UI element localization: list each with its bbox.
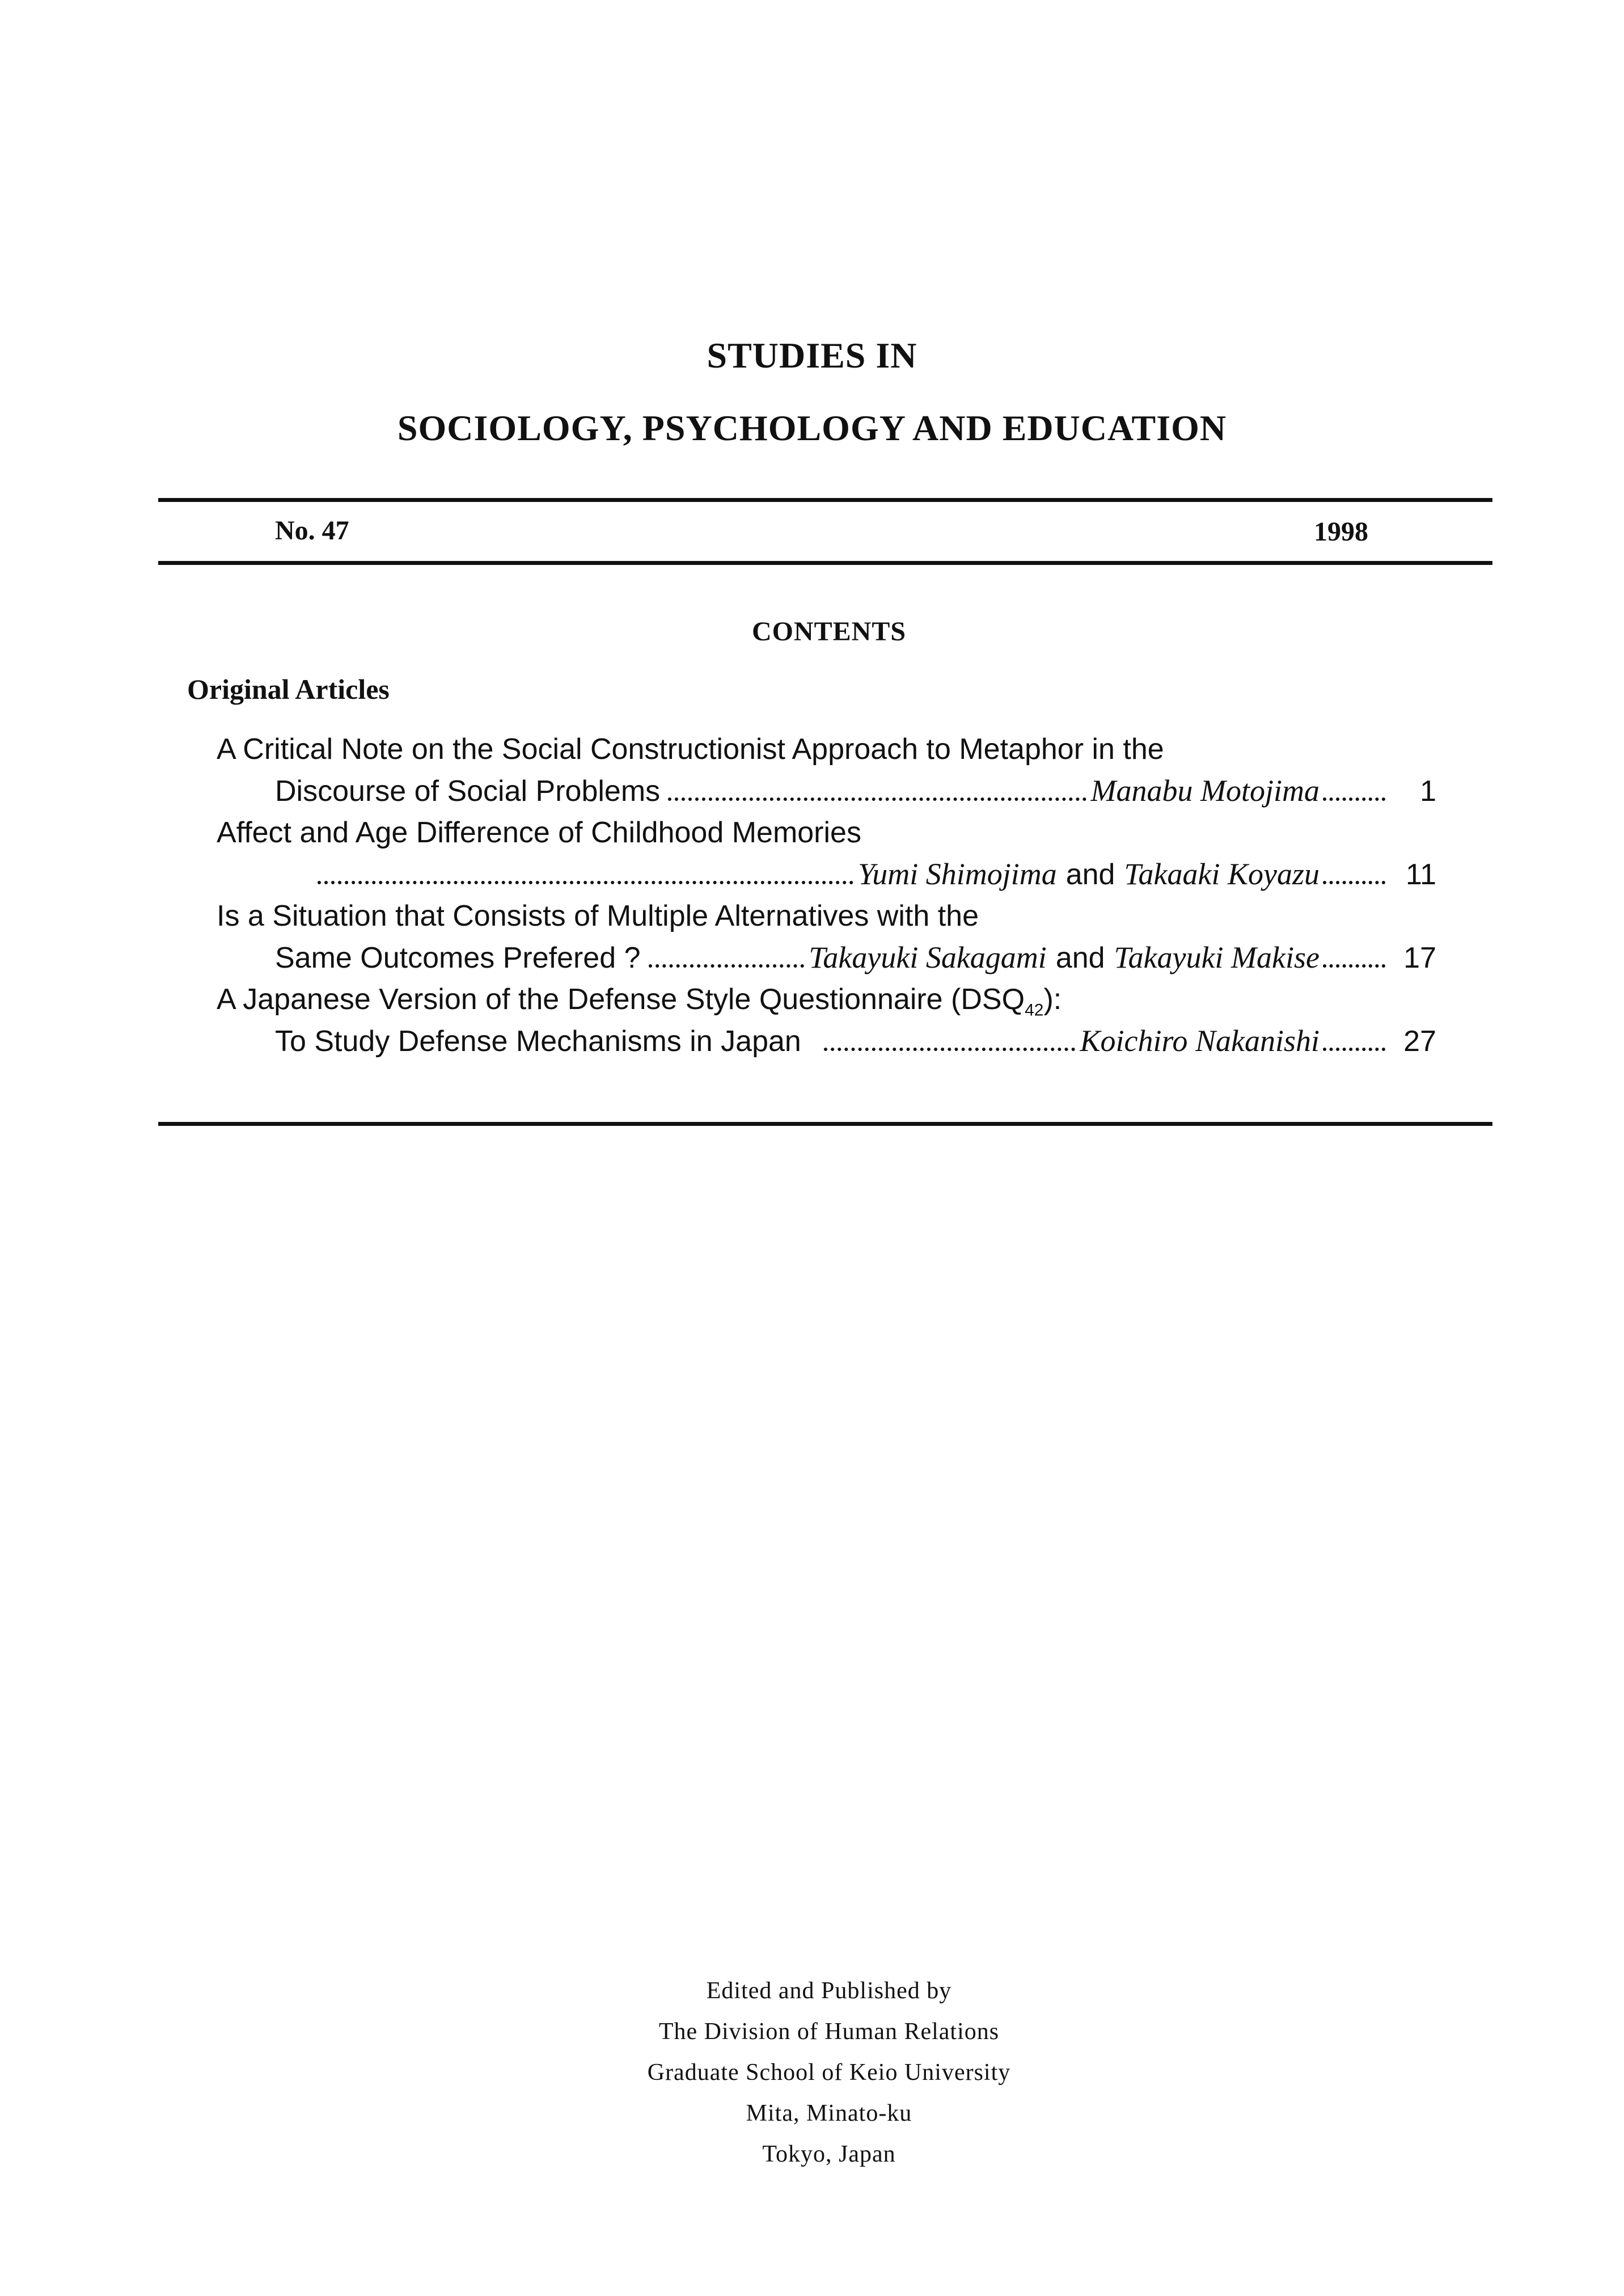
dot-leader <box>318 881 853 884</box>
dot-leader <box>1323 797 1385 801</box>
page-number: 11 <box>1406 858 1436 891</box>
bottom-rule <box>158 1122 1492 1126</box>
dot-leader <box>649 964 805 968</box>
title-tail: ): <box>1043 983 1062 1016</box>
author: Manabu Motojima <box>1090 774 1320 808</box>
footer-line: Tokyo, Japan <box>762 2141 896 2167</box>
dot-leader <box>1323 1048 1385 1051</box>
footer-line: Graduate School of Keio University <box>647 2059 1011 2086</box>
author: Takayuki Makise <box>1114 940 1320 974</box>
dot-leader <box>1323 964 1385 968</box>
page-number: 17 <box>1403 942 1436 974</box>
article-title-cont: Same Outcomes Prefered ? <box>275 942 641 974</box>
section-heading: Original Articles <box>187 673 390 705</box>
toc-entry[interactable] <box>0 937 1436 980</box>
toc-entry[interactable] <box>0 854 1436 896</box>
toc-entry[interactable] <box>0 1020 1436 1063</box>
article-title[interactable]: Is a Situation that Consists of Multiple Alternatives with the <box>217 900 979 932</box>
title-subscript: 42 <box>1025 1001 1044 1020</box>
author: Yumi Shimojima <box>858 857 1057 891</box>
dot-leader <box>668 797 1086 801</box>
top-rule <box>158 498 1492 502</box>
title-text: A Japanese Version of the Defense Style Questionnaire (DSQ <box>217 983 1025 1016</box>
second-rule <box>158 561 1492 565</box>
footer-line: Mita, Minato-ku <box>746 2100 912 2126</box>
author-joiner: and <box>1055 942 1105 974</box>
table-of-contents <box>0 729 1624 1126</box>
page-number: 27 <box>1403 1025 1436 1058</box>
article-title-cont: To Study Defense Mechanisms in Japan <box>275 1025 801 1058</box>
contents-heading: CONTENTS <box>751 617 907 647</box>
journal-title-line1: STUDIES IN <box>707 335 917 375</box>
author-joiner: and <box>1065 858 1115 891</box>
toc-entry[interactable] <box>0 770 1436 813</box>
footer-line: The Division of Human Relations <box>658 2019 1000 2045</box>
article-title[interactable]: A Critical Note on the Social Constructionist Approach to Metaphor in the <box>217 733 1164 766</box>
publisher-info <box>0 1970 1624 2175</box>
author: Takaaki Koyazu <box>1124 857 1320 891</box>
author: Koichiro Nakanishi <box>1080 1024 1320 1058</box>
article-title[interactable]: Affect and Age Difference of Childhood Memories <box>217 816 861 849</box>
journal-title-line2: SOCIOLOGY, PSYCHOLOGY AND EDUCATION <box>397 408 1227 448</box>
article-title-cont: Discourse of Social Problems <box>275 775 661 808</box>
dot-leader <box>1323 881 1385 884</box>
issue-year: 1998 <box>1314 517 1368 547</box>
issue-number: No. 47 <box>275 516 349 546</box>
page-number: 1 <box>1420 775 1436 808</box>
footer-line: Edited and Published by <box>706 1978 952 2004</box>
dot-leader <box>824 1048 1076 1051</box>
author: Takayuki Sakagami <box>809 940 1047 974</box>
